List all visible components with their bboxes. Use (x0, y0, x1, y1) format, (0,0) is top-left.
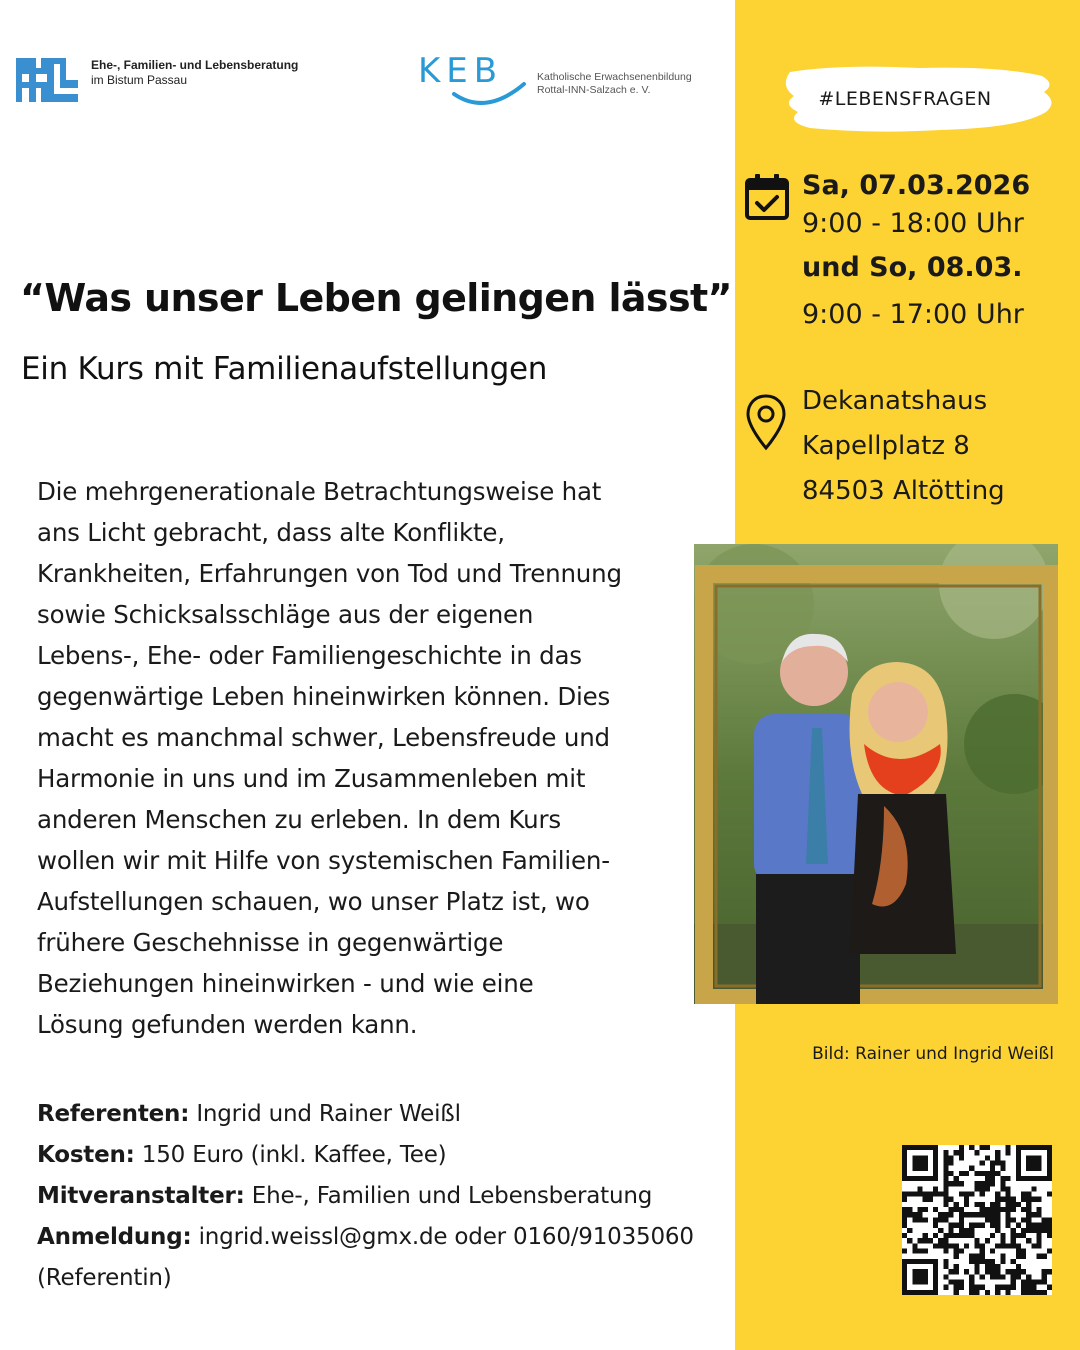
anmeldung-note: (Referentin) (37, 1265, 172, 1291)
description-line: Lösung gefunden werden kann. (37, 1010, 418, 1039)
description-line: frühere Geschehnisse in gegenwärtige (37, 928, 504, 957)
efl-organization-name (91, 58, 298, 88)
mitveranstalter-value: Ehe-, Familien und Lebensberatung (244, 1183, 653, 1209)
description-line: Die mehrgenerationale Betrachtungsweise hat (37, 477, 602, 506)
keb-name-line2: Rottal-INN-Salzach e. V. (537, 84, 651, 96)
qr-code[interactable] (902, 1145, 1052, 1295)
location-line1: Dekanatshaus (802, 386, 988, 416)
info-referenten (37, 1101, 461, 1127)
efl-name-line1: Ehe-, Familien- und Lebensberatung (91, 58, 299, 72)
keb-organization-name (537, 71, 692, 97)
keb-name-line1: Katholische Erwachsenenbildung (537, 71, 692, 83)
hashtag-label: #LEBENSFRAGEN (818, 88, 992, 110)
efl-name-line2: im Bistum Passau (91, 73, 188, 87)
referenten-value: Ingrid und Rainer Weißl (189, 1101, 461, 1127)
location-line2: Kapellplatz 8 (802, 431, 970, 461)
couple-photo (694, 544, 1058, 1004)
description-line: macht es manchmal schwer, Lebensfreude und (37, 723, 610, 752)
description-line: Lebens-, Ehe- oder Familiengeschichte in das (37, 641, 582, 670)
efl-logo-icon (16, 58, 78, 102)
time-saturday: 9:00 - 18:00 Uhr (802, 208, 1024, 239)
referenten-label: Referenten: (37, 1101, 190, 1127)
info-kosten (37, 1142, 446, 1168)
description-line: anderen Menschen zu erleben. In dem Kurs (37, 805, 561, 834)
date-saturday: Sa, 07.03.2026 (802, 170, 1031, 201)
info-mitveranstalter (37, 1183, 652, 1209)
calendar-check-icon (744, 173, 790, 221)
time-sunday: 9:00 - 17:00 Uhr (802, 299, 1024, 330)
mitveranstalter-label: Mitveranstalter: (37, 1183, 245, 1209)
description-line: sowie Schicksalsschläge aus der eigenen (37, 600, 534, 629)
date-sunday: und So, 08.03. (802, 252, 1023, 283)
course-description (37, 471, 687, 1045)
anmeldung-value: ingrid.weissl@gmx.de oder 0160/91035060 (191, 1224, 694, 1250)
description-line: wollen wir mit Hilfe von systemischen Familien- (37, 846, 610, 875)
description-line: Krankheiten, Erfahrungen von Tod und Trennung (37, 559, 622, 588)
course-title: “Was unser Leben gelingen lässt” (20, 276, 732, 320)
keb-logo-text: KEB (418, 51, 504, 91)
description-line: ans Licht gebracht, dass alte Konflikte, (37, 518, 505, 547)
info-anmeldung (37, 1224, 694, 1250)
course-subtitle: Ein Kurs mit Familienaufstellungen (21, 351, 548, 387)
kosten-label: Kosten: (37, 1142, 135, 1168)
photo-caption: Bild: Rainer und Ingrid Weißl (812, 1044, 1054, 1064)
map-pin-icon (745, 393, 787, 451)
location-line3: 84503 Altötting (802, 476, 1005, 506)
description-line: Beziehungen hineinwirken - und wie eine (37, 969, 534, 998)
anmeldung-label: Anmeldung: (37, 1224, 192, 1250)
description-line: Aufstellungen schauen, wo unser Platz ist, wo (37, 887, 590, 916)
description-line: gegenwärtige Leben hineinwirken können. Dies (37, 682, 611, 711)
keb-logo-icon (416, 50, 536, 112)
description-line: Harmonie in uns und im Zusammenleben mit (37, 764, 586, 793)
kosten-value: 150 Euro (inkl. Kaffee, Tee) (134, 1142, 447, 1168)
